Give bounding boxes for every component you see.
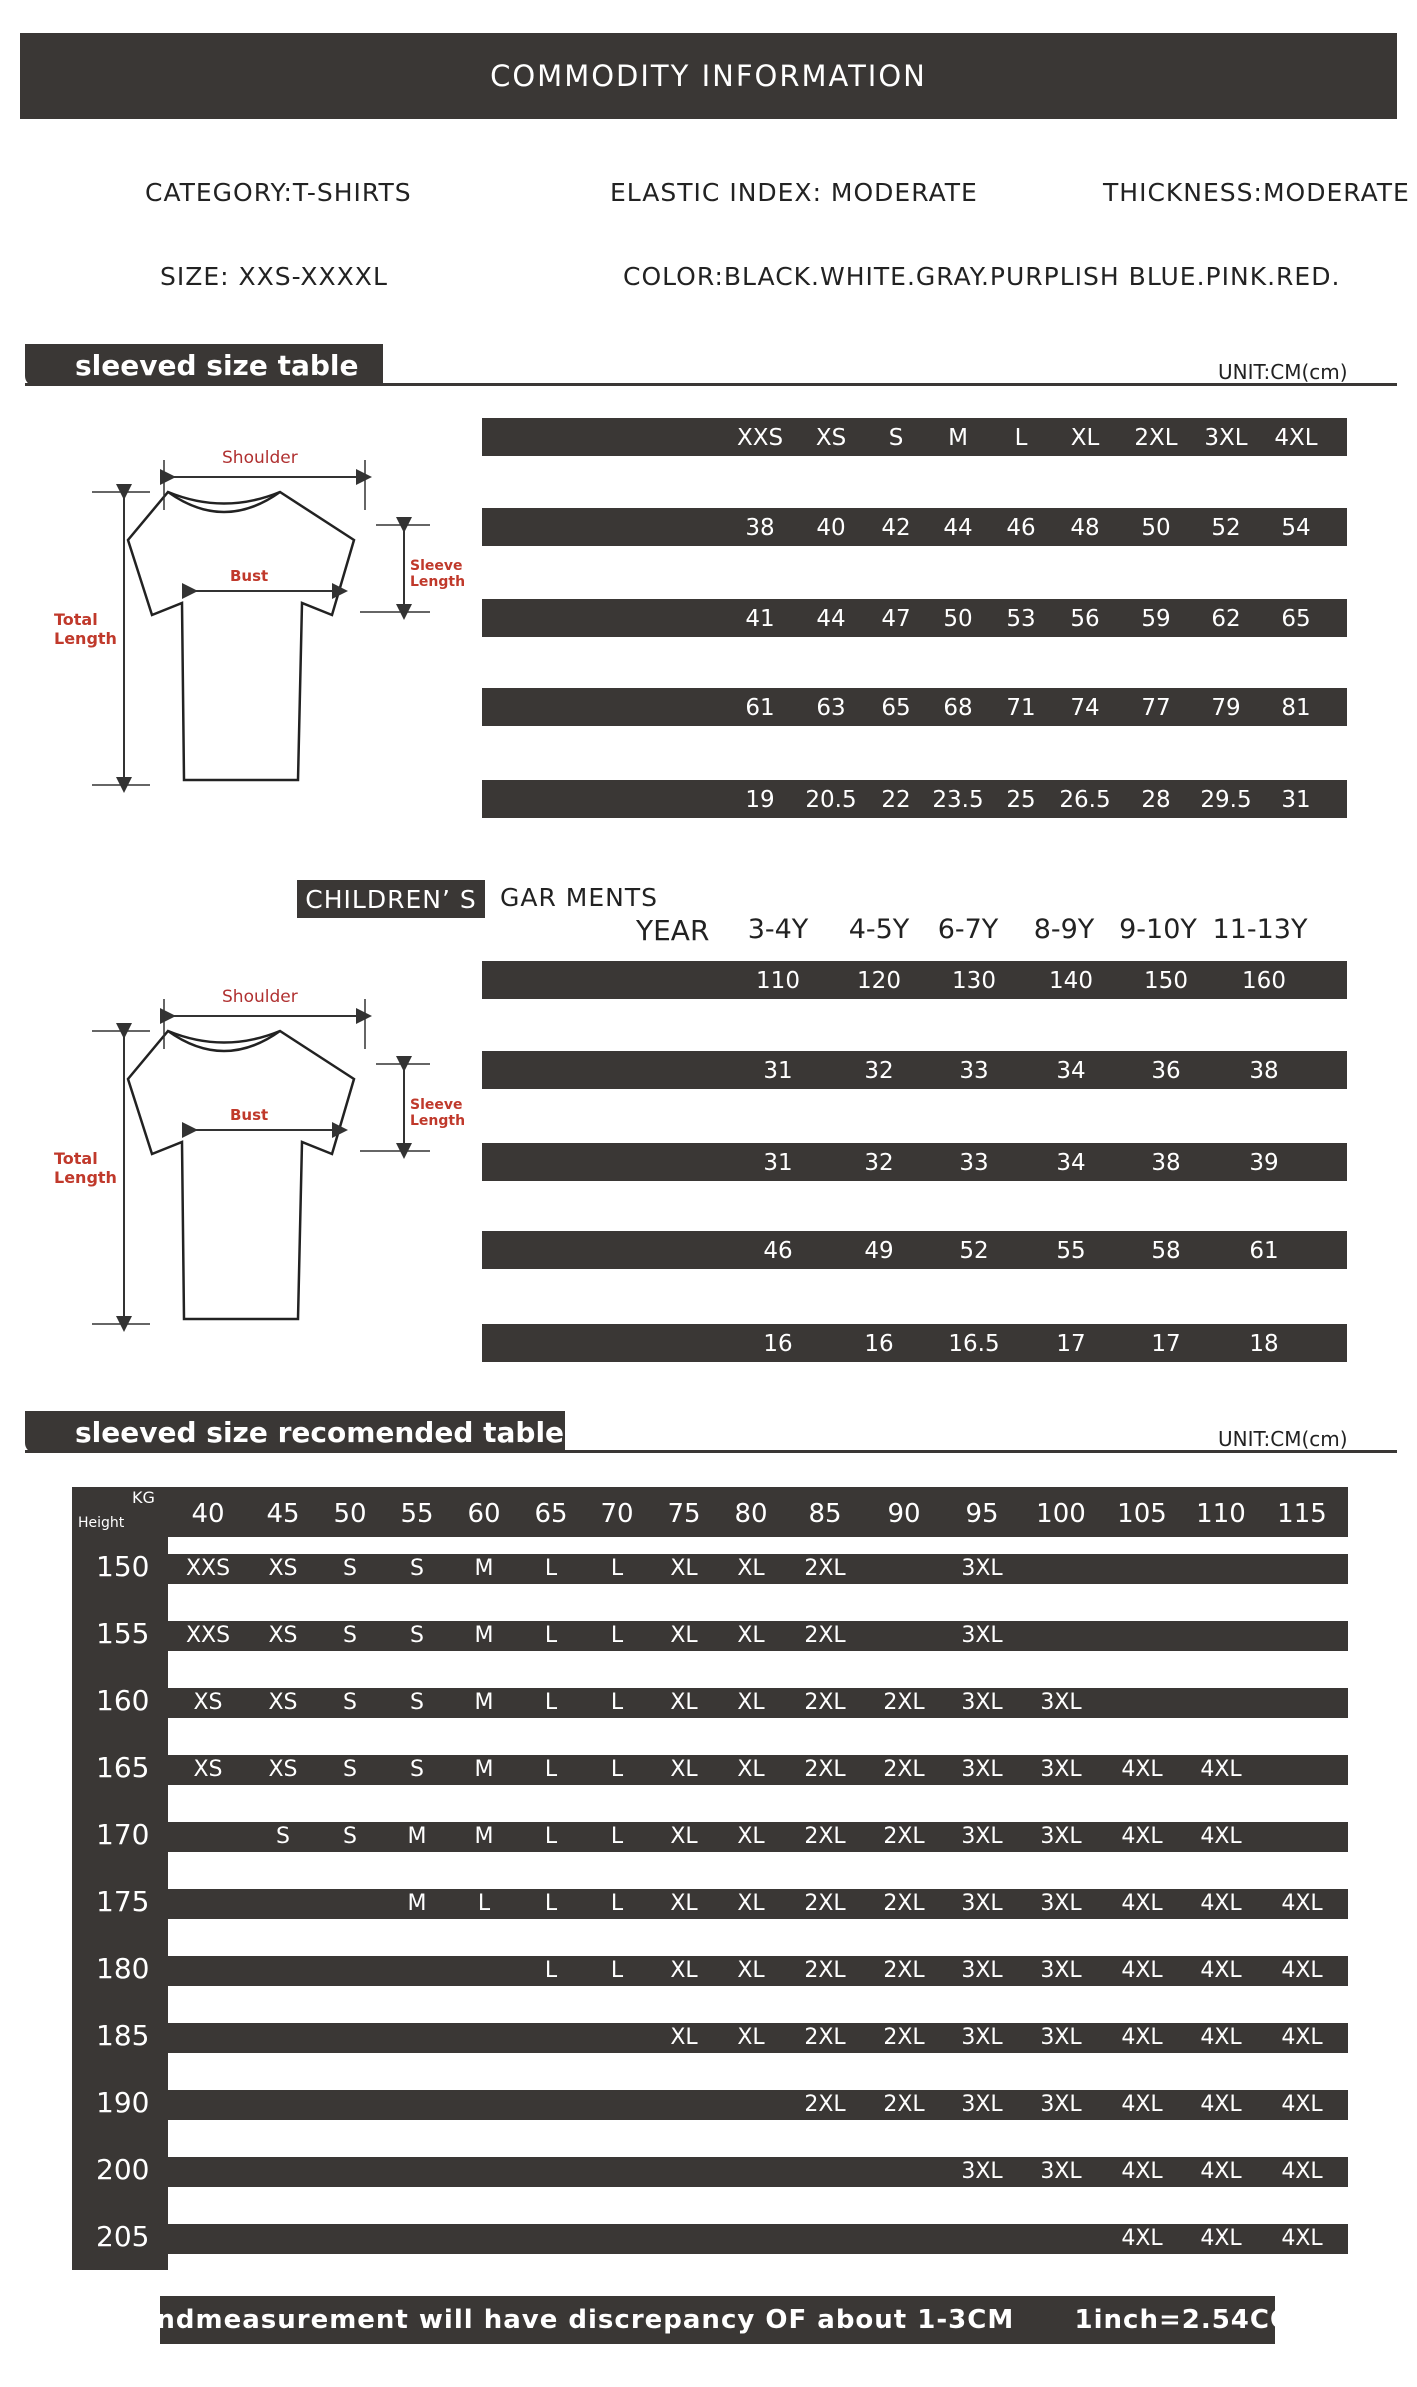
table-cell: L (544, 1824, 558, 1849)
height-cell: 180 (96, 1952, 150, 1985)
table-cell: 31 (763, 1150, 793, 1176)
table-cell: XL (737, 2025, 765, 2050)
adult-total-label: Total Length (54, 610, 117, 648)
table-cell: 33 (959, 1058, 989, 1084)
year-cell: 4-5Y (848, 914, 910, 945)
kg-label: KG (132, 1488, 155, 1507)
kg-header-cell: 60 (467, 1499, 501, 1529)
table-cell: 29.5 (1200, 787, 1252, 813)
table-cell: 74 (1070, 695, 1100, 721)
table-cell: XL (737, 1891, 765, 1916)
table-cell: XS (268, 1623, 298, 1648)
table-cell: 3XL (1040, 2159, 1082, 2184)
table-cell: XL (670, 1824, 698, 1849)
table-cell: S (410, 1757, 424, 1782)
table-cell: 17 (1151, 1331, 1181, 1357)
table-cell: S (343, 1623, 357, 1648)
table-cell: 140 (1049, 968, 1093, 994)
height-cell: 170 (96, 1818, 150, 1851)
table-cell: XS (193, 1690, 223, 1715)
table-cell: XL (737, 1757, 765, 1782)
table-cell: 4XL (1200, 1891, 1242, 1916)
footer-note (115, 2296, 1320, 2344)
table-row-bar (168, 2157, 1348, 2187)
table-cell: 4XL (1281, 2025, 1323, 2050)
table-cell: 22 (881, 787, 911, 813)
table-cell: 61 (1249, 1238, 1279, 1264)
table-cell: 4XL (1274, 425, 1318, 451)
table-cell: 2XL (804, 1690, 846, 1715)
table-cell: 3XL (961, 1623, 1003, 1648)
table-cell: S (410, 1623, 424, 1648)
kg-header-cell: 115 (1277, 1499, 1327, 1529)
children-tab-label: CHILDREN’ S (305, 884, 477, 914)
adult-size-tab (25, 344, 383, 386)
table-row-bar (482, 961, 1347, 999)
table-cell: L (544, 1958, 558, 1983)
footer-text: Handmeasurement will have discrepancy OF about 1-3CM 1inch=2.54COM (115, 2305, 1320, 2335)
table-cell: 16.5 (948, 1331, 1000, 1357)
table-cell: 81 (1281, 695, 1311, 721)
table-cell: 32 (864, 1150, 894, 1176)
table-cell: 4XL (1281, 2159, 1323, 2184)
table-cell: XL (737, 1623, 765, 1648)
table-cell: L (544, 1891, 558, 1916)
table-cell: 2XL (804, 1824, 846, 1849)
table-row-bar (482, 1051, 1347, 1089)
table-row-bar (482, 1324, 1347, 1362)
recommend-tab (25, 1411, 565, 1453)
table-cell: 49 (864, 1238, 894, 1264)
table-cell: XL (670, 1891, 698, 1916)
table-cell: 2XL (804, 1757, 846, 1782)
table-cell: 4XL (1121, 2226, 1163, 2251)
table-cell: 120 (857, 968, 901, 994)
kg-header-cell: 45 (266, 1499, 300, 1529)
table-cell: M (474, 1690, 494, 1715)
table-cell: XS (193, 1757, 223, 1782)
table-cell: XL (737, 1824, 765, 1849)
table-cell: 2XL (804, 1556, 846, 1581)
table-cell: 16 (763, 1331, 793, 1357)
table-row-bar (168, 2090, 1348, 2120)
table-cell: 4XL (1121, 2092, 1163, 2117)
table-cell: XL (737, 1690, 765, 1715)
kg-header-cell: 85 (808, 1499, 842, 1529)
table-cell: S (410, 1556, 424, 1581)
table-cell: 4XL (1121, 2025, 1163, 2050)
info-elastic: ELASTIC INDEX: MODERATE (610, 178, 978, 207)
table-cell: 150 (1144, 968, 1188, 994)
table-cell: 41 (745, 606, 775, 632)
kg-header-cell: 80 (734, 1499, 768, 1529)
table-cell: 4XL (1121, 1757, 1163, 1782)
table-cell: 38 (745, 515, 775, 541)
table-cell: 3XL (961, 2025, 1003, 2050)
table-cell: 3XL (961, 1891, 1003, 1916)
table-cell: 52 (1211, 515, 1241, 541)
table-cell: L (610, 1824, 624, 1849)
kg-header-cell: 75 (667, 1499, 701, 1529)
header-title: COMMODITY INFORMATION (490, 59, 927, 93)
table-cell: S (343, 1757, 357, 1782)
table-cell: 4XL (1200, 2226, 1242, 2251)
year-cell: 9-10Y (1119, 914, 1197, 945)
table-cell: 38 (1151, 1150, 1181, 1176)
kg-header-cell: 65 (534, 1499, 568, 1529)
table-cell: 3XL (961, 1690, 1003, 1715)
table-cell: 4XL (1281, 1891, 1323, 1916)
kg-header-cell: 40 (191, 1499, 225, 1529)
table-cell: 2XL (883, 1824, 925, 1849)
table-cell: XXS (736, 425, 784, 451)
recommend-tab-label: sleeved size recomended table (75, 1415, 565, 1449)
table-cell: L (610, 1958, 624, 1983)
table-cell: 2XL (883, 1958, 925, 1983)
table-cell: 4XL (1200, 1824, 1242, 1849)
table-cell: 46 (1006, 515, 1036, 541)
table-cell: S (276, 1824, 290, 1849)
adult-sleeve-label: Sleeve Length (410, 558, 466, 590)
table-cell: 20.5 (805, 787, 857, 813)
table-cell: 31 (763, 1058, 793, 1084)
table-cell: 77 (1141, 695, 1171, 721)
kg-header-cell: 50 (333, 1499, 367, 1529)
table-row-bar (168, 2224, 1348, 2254)
table-cell: 4XL (1281, 2226, 1323, 2251)
table-cell: 25 (1006, 787, 1036, 813)
table-cell: 62 (1211, 606, 1241, 632)
table-cell: 3XL (1040, 2092, 1082, 2117)
children-shoulder-label: Shoulder (222, 987, 298, 1007)
table-cell: 2XL (883, 2092, 925, 2117)
year-cell: 8-9Y (1033, 914, 1095, 945)
table-cell: 50 (1141, 515, 1171, 541)
adult-divider (25, 383, 1397, 386)
table-cell: 18 (1249, 1331, 1279, 1357)
table-cell: XL (737, 1556, 765, 1581)
table-cell: 3XL (961, 1824, 1003, 1849)
table-cell: 46 (763, 1238, 793, 1264)
table-cell: M (474, 1623, 494, 1648)
table-cell: 2XL (883, 1690, 925, 1715)
table-cell: XS (268, 1690, 298, 1715)
kg-header-cell: 55 (400, 1499, 434, 1529)
table-cell: 19 (745, 787, 775, 813)
table-cell: XL (1070, 425, 1100, 451)
table-cell: 28 (1141, 787, 1171, 813)
table-cell: 17 (1056, 1331, 1086, 1357)
table-cell: L (610, 1891, 624, 1916)
table-cell: 4XL (1281, 2092, 1323, 2117)
table-cell: 34 (1056, 1058, 1086, 1084)
table-cell: L (477, 1891, 491, 1916)
table-cell: L (544, 1757, 558, 1782)
table-cell: 61 (745, 695, 775, 721)
year-cell: 11-13Y (1212, 914, 1308, 945)
info-color: COLOR:BLACK.WHITE.GRAY.PURPLISH BLUE.PINK.RED. (623, 262, 1341, 291)
table-cell: XL (737, 1958, 765, 1983)
table-cell: XL (670, 1623, 698, 1648)
height-label: Height (78, 1515, 125, 1531)
children-tab-suffix: GAR MENTS (500, 883, 658, 912)
table-cell: 4XL (1121, 1891, 1163, 1916)
table-cell: 44 (943, 515, 973, 541)
table-cell: 56 (1070, 606, 1100, 632)
table-row-bar (482, 1231, 1347, 1269)
children-total-label: Total Length (54, 1149, 117, 1187)
adult-bust-label: Bust (230, 567, 269, 585)
table-cell: 40 (816, 515, 846, 541)
table-cell: 3XL (1040, 1757, 1082, 1782)
table-cell: 160 (1242, 968, 1286, 994)
adult-unit: UNIT:CM(cm) (1218, 360, 1348, 384)
height-cell: 175 (96, 1885, 150, 1918)
table-cell: 3XL (961, 1556, 1003, 1581)
children-sleeve-label: Sleeve Length (410, 1097, 466, 1129)
table-cell: 39 (1249, 1150, 1279, 1176)
table-cell: 2XL (804, 2092, 846, 2117)
recommend-divider (25, 1450, 1397, 1453)
year-cell: 6-7Y (937, 914, 999, 945)
table-cell: 2XL (883, 1891, 925, 1916)
children-tab (297, 880, 485, 918)
table-cell: 130 (952, 968, 996, 994)
table-cell: 4XL (1200, 1958, 1242, 1983)
table-cell: L (610, 1757, 624, 1782)
table-cell: S (343, 1556, 357, 1581)
table-cell: XXS (185, 1623, 231, 1648)
table-cell: 2XL (1134, 425, 1178, 451)
table-cell: S (343, 1690, 357, 1715)
table-cell: 2XL (883, 2025, 925, 2050)
table-cell: 42 (881, 515, 911, 541)
table-cell: 16 (864, 1331, 894, 1357)
table-cell: 4XL (1200, 1757, 1242, 1782)
table-cell: 4XL (1200, 2159, 1242, 2184)
year-label: YEAR (636, 914, 710, 947)
table-cell: 4XL (1281, 1958, 1323, 1983)
kg-header-cell: 70 (600, 1499, 634, 1529)
table-cell: XL (670, 1958, 698, 1983)
kg-header-cell: 105 (1117, 1499, 1167, 1529)
table-cell: 48 (1070, 515, 1100, 541)
adult-tab-label: sleeved size table (75, 348, 359, 382)
table-cell: M (474, 1556, 494, 1581)
table-cell: 79 (1211, 695, 1241, 721)
height-cell: 185 (96, 2019, 150, 2052)
table-cell: XL (670, 1757, 698, 1782)
table-cell: 38 (1249, 1058, 1279, 1084)
height-cell: 160 (96, 1684, 150, 1717)
table-cell: XL (670, 2025, 698, 2050)
children-tshirt-diagram (40, 979, 480, 1339)
info-category: CATEGORY:T-SHIRTS (145, 178, 412, 207)
table-cell: XL (670, 1556, 698, 1581)
table-cell: 34 (1056, 1150, 1086, 1176)
height-cell: 165 (96, 1751, 150, 1784)
table-cell: 26.5 (1059, 787, 1111, 813)
table-cell: 33 (959, 1150, 989, 1176)
height-cell: 155 (96, 1617, 150, 1650)
table-cell: M (407, 1824, 427, 1849)
table-cell: 65 (881, 695, 911, 721)
table-cell: 53 (1006, 606, 1036, 632)
table-cell: 3XL (1040, 1824, 1082, 1849)
table-cell: 110 (756, 968, 800, 994)
table-cell: XS (815, 425, 847, 451)
adult-tshirt-diagram (40, 440, 480, 800)
table-cell: L (610, 1690, 624, 1715)
table-cell: S (888, 425, 904, 451)
table-cell: S (343, 1824, 357, 1849)
info-size: SIZE: XXS-XXXXL (160, 262, 388, 291)
table-cell: M (948, 425, 968, 451)
height-cell: 200 (96, 2153, 150, 2186)
table-cell: L (544, 1623, 558, 1648)
table-cell: L (1014, 425, 1028, 451)
height-cell: 150 (96, 1550, 150, 1583)
table-cell: 47 (881, 606, 911, 632)
table-cell: 52 (959, 1238, 989, 1264)
table-cell: XS (268, 1556, 298, 1581)
table-cell: L (544, 1690, 558, 1715)
table-cell: 36 (1151, 1058, 1181, 1084)
table-cell: S (410, 1690, 424, 1715)
table-cell: 4XL (1200, 2025, 1242, 2050)
table-cell: L (610, 1623, 624, 1648)
kg-header-cell: 110 (1196, 1499, 1246, 1529)
table-cell: M (407, 1891, 427, 1916)
table-cell: 63 (816, 695, 846, 721)
height-cell: 190 (96, 2086, 150, 2119)
table-cell: 23.5 (932, 787, 984, 813)
table-cell: 44 (816, 606, 846, 632)
table-cell: XL (670, 1690, 698, 1715)
year-cell: 3-4Y (747, 914, 809, 945)
table-cell: 3XL (961, 2159, 1003, 2184)
table-cell: 55 (1056, 1238, 1086, 1264)
table-cell: 59 (1141, 606, 1171, 632)
table-cell: L (544, 1556, 558, 1581)
kg-header-cell: 100 (1036, 1499, 1086, 1529)
table-cell: 2XL (804, 2025, 846, 2050)
table-cell: 3XL (1204, 425, 1248, 451)
table-cell: 65 (1281, 606, 1311, 632)
table-cell: 54 (1281, 515, 1311, 541)
adult-shoulder-label: Shoulder (222, 448, 298, 468)
table-cell: 3XL (1040, 1891, 1082, 1916)
children-bust-label: Bust (230, 1106, 269, 1124)
table-cell: 71 (1006, 695, 1036, 721)
table-cell: 3XL (961, 2092, 1003, 2117)
table-cell: 32 (864, 1058, 894, 1084)
kg-header-cell: 95 (965, 1499, 999, 1529)
commodity-header (20, 33, 1397, 119)
table-cell: 4XL (1200, 2092, 1242, 2117)
table-cell: XS (268, 1757, 298, 1782)
table-cell: M (474, 1757, 494, 1782)
table-cell: 4XL (1121, 1824, 1163, 1849)
table-cell: 2XL (883, 1757, 925, 1782)
height-cell: 205 (96, 2220, 150, 2253)
table-cell: 4XL (1121, 1958, 1163, 1983)
table-cell: 2XL (804, 1623, 846, 1648)
table-cell: 3XL (1040, 1690, 1082, 1715)
info-thickness: THICKNESS:MODERATE (1103, 178, 1410, 207)
table-cell: 2XL (804, 1958, 846, 1983)
table-cell: 4XL (1121, 2159, 1163, 2184)
table-cell: 50 (943, 606, 973, 632)
table-cell: L (610, 1556, 624, 1581)
table-cell: 3XL (1040, 1958, 1082, 1983)
table-cell: 3XL (961, 1958, 1003, 1983)
table-cell: 31 (1281, 787, 1311, 813)
table-cell: M (474, 1824, 494, 1849)
table-row-bar (482, 1143, 1347, 1181)
kg-header-cell: 90 (887, 1499, 921, 1529)
table-cell: 3XL (961, 1757, 1003, 1782)
table-cell: XXS (185, 1556, 231, 1581)
recommend-unit: UNIT:CM(cm) (1218, 1427, 1348, 1451)
table-cell: 2XL (804, 1891, 846, 1916)
table-cell: 58 (1151, 1238, 1181, 1264)
table-cell: 3XL (1040, 2025, 1082, 2050)
table-cell: 68 (943, 695, 973, 721)
